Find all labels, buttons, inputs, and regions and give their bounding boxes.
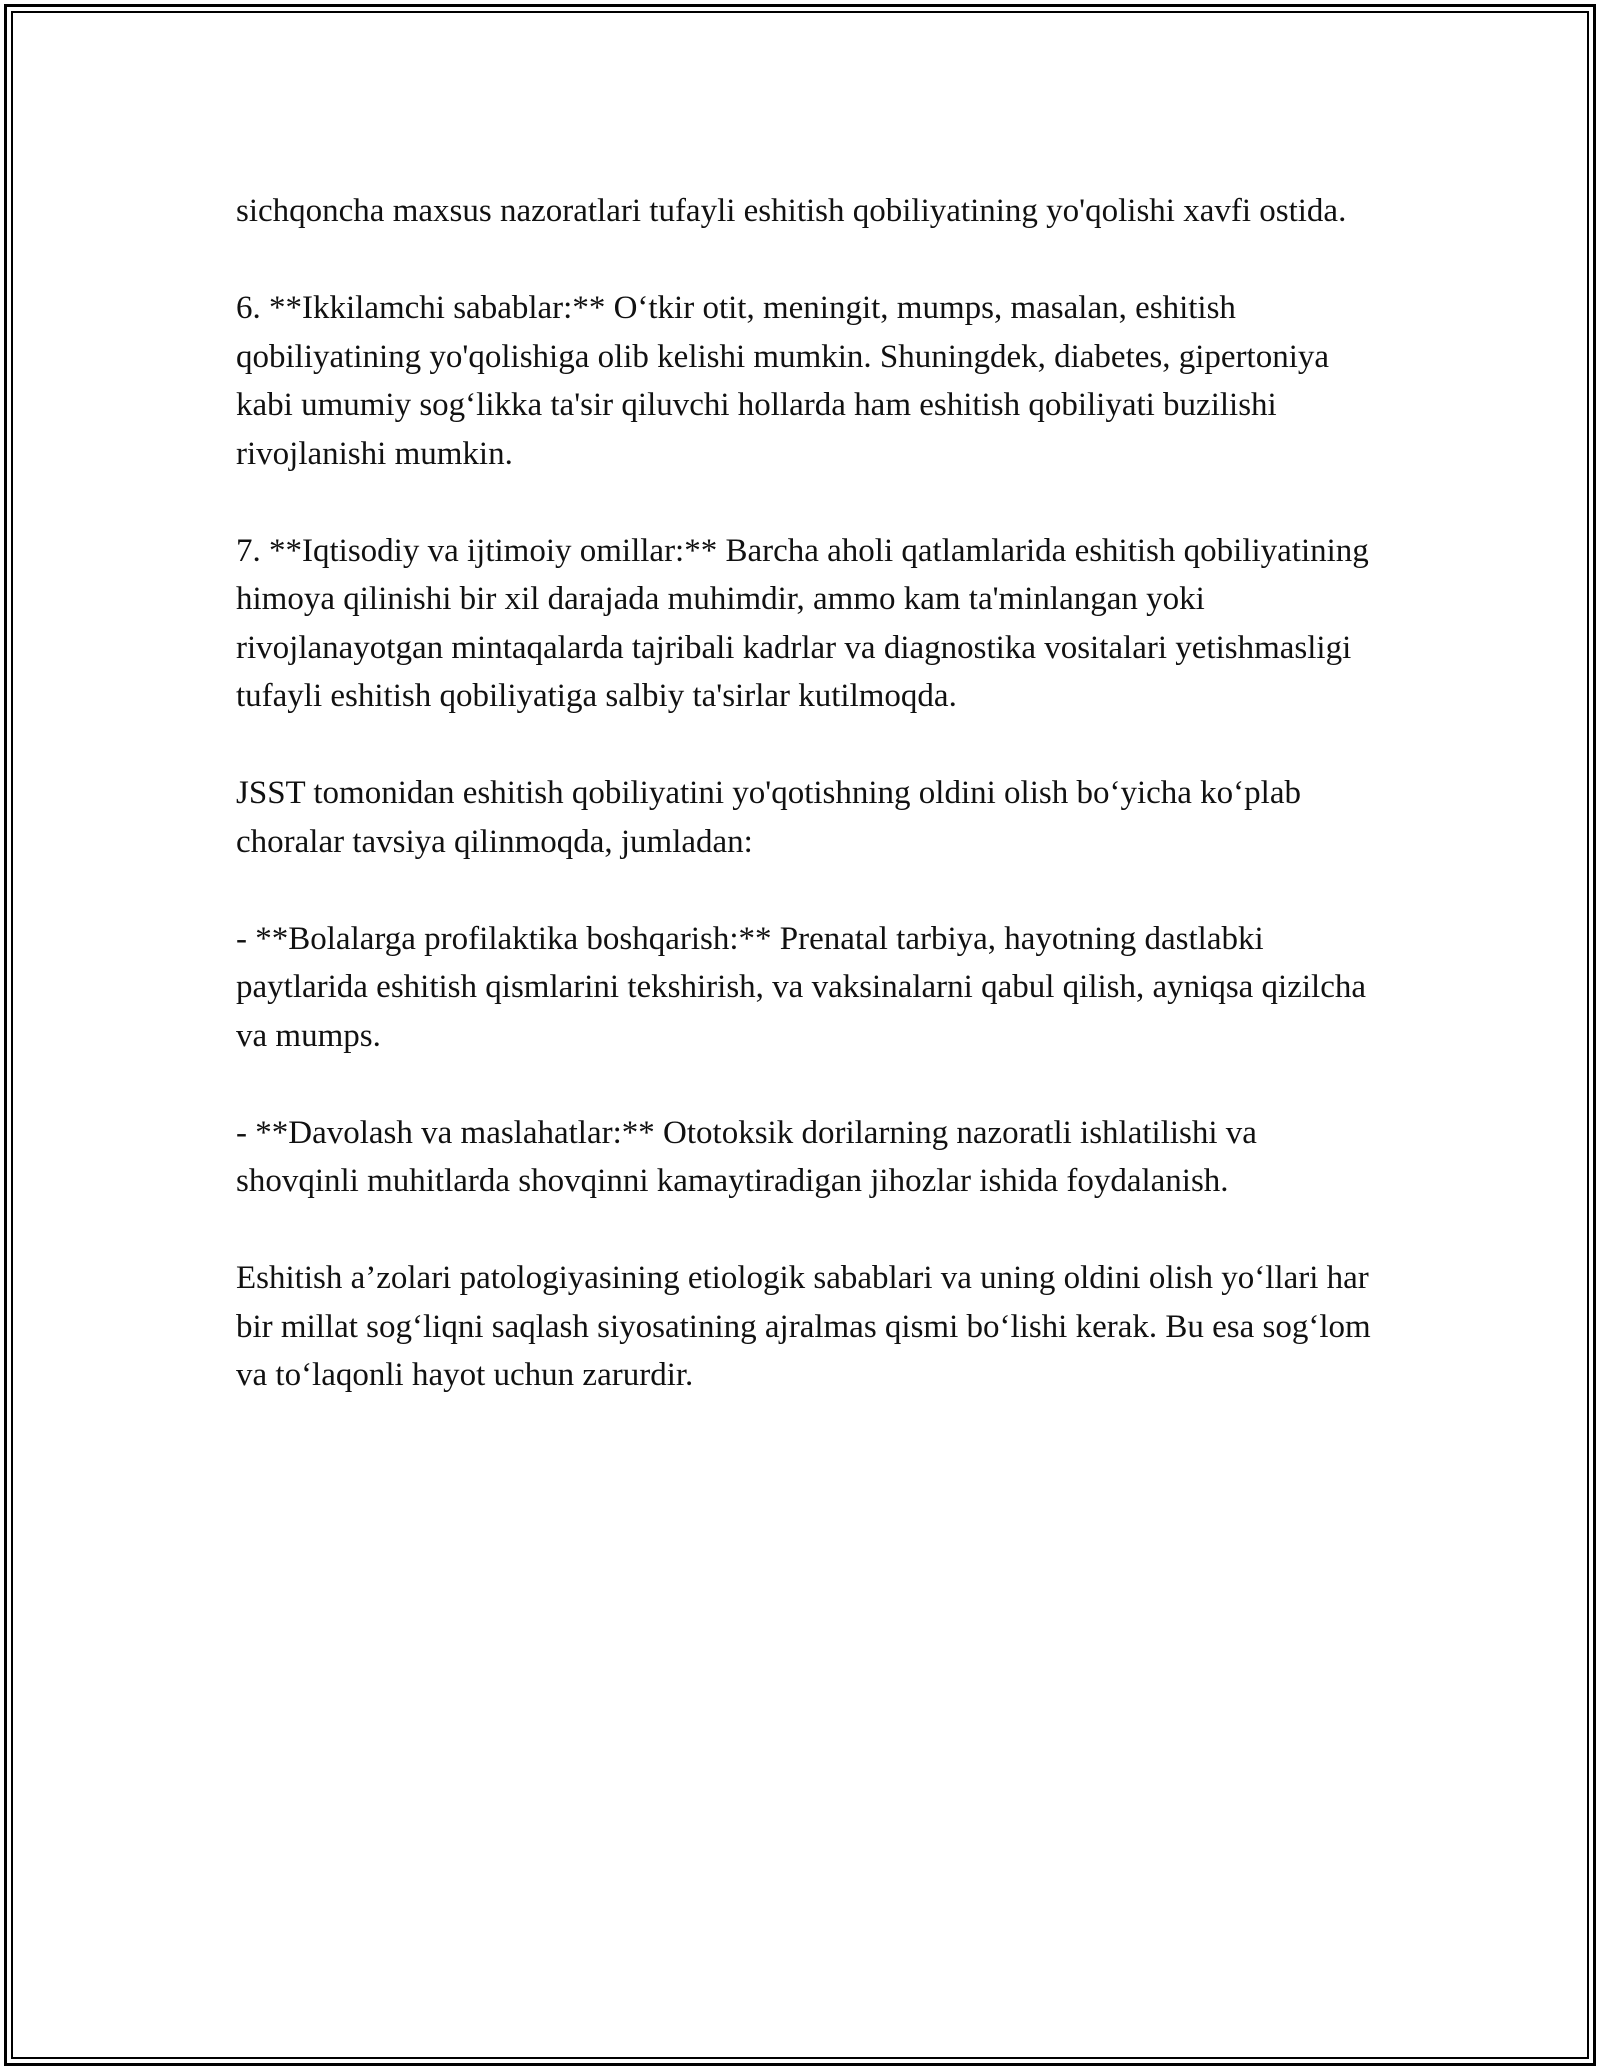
paragraph-continuation: sichqoncha maxsus nazoratlari tufayli eshitish qobiliyatining yo'qolishi xavfi ostida.: [236, 193, 1347, 229]
list-item-treatment-advice: - **Davolash va maslahatlar:** Ototoksik dorilarning nazoratli ishlatilishi va shovqinli muhitlarda shovqinni kamaytiradigan jihozlar ishida foydalanish.: [236, 1114, 1257, 1199]
paragraph-who-recommendations: JSST tomonidan eshitish qobiliyatini yo'qotishning oldini olish bo‘yicha ko‘plab choralar tavsiya qilinmoqda, jumladan:: [236, 775, 1301, 860]
document-body: [236, 187, 1386, 1448]
paragraph-secondary-causes: 6. **Ikkilamchi sabablar:** O‘tkir otit, meningit, mumps, masalan, eshitish qobiliyatining yo'qolishiga olib kelishi mumkin. Shuningdek, diabetes, gipertoniya kabi umumiy sog‘likka ta'sir qiluvchi hollarda ham eshitish qobiliyati buzilishi rivojlanishi mumkin.: [236, 290, 1330, 472]
list-item-child-prevention: - **Bolalarga profilaktika boshqarish:** Prenatal tarbiya, hayotning dastlabki paytlarida eshitish qismlarini tekshirish, va vaksinalarni qabul qilish, ayniqsa qizilcha va mumps.: [236, 920, 1367, 1054]
paragraph-conclusion: Eshitish a’zolari patologiyasining etiologik sabablari va uning oldini olish yo‘llari har bir millat sog‘liqni saqlash siyosatining ajralmas qismi bo‘lishi kerak. Bu esa sog‘lom va to‘laqonli hayot uchun zarurdir.: [236, 1260, 1371, 1393]
paragraph-economic-social-factors: 7. **Iqtisodiy va ijtimoiy omillar:** Barcha aholi qatlamlarida eshitish qobiliyatining himoya qilinishi bir xil darajada muhimdir, ammo kam ta'minlangan yoki rivojlanayotgan mintaqalarda tajribali kadrlar va diagnostika vositalari yetishmasligi tufayli eshitish qobiliyatiga salbiy ta'sirlar kutilmoqda.: [236, 532, 1369, 714]
